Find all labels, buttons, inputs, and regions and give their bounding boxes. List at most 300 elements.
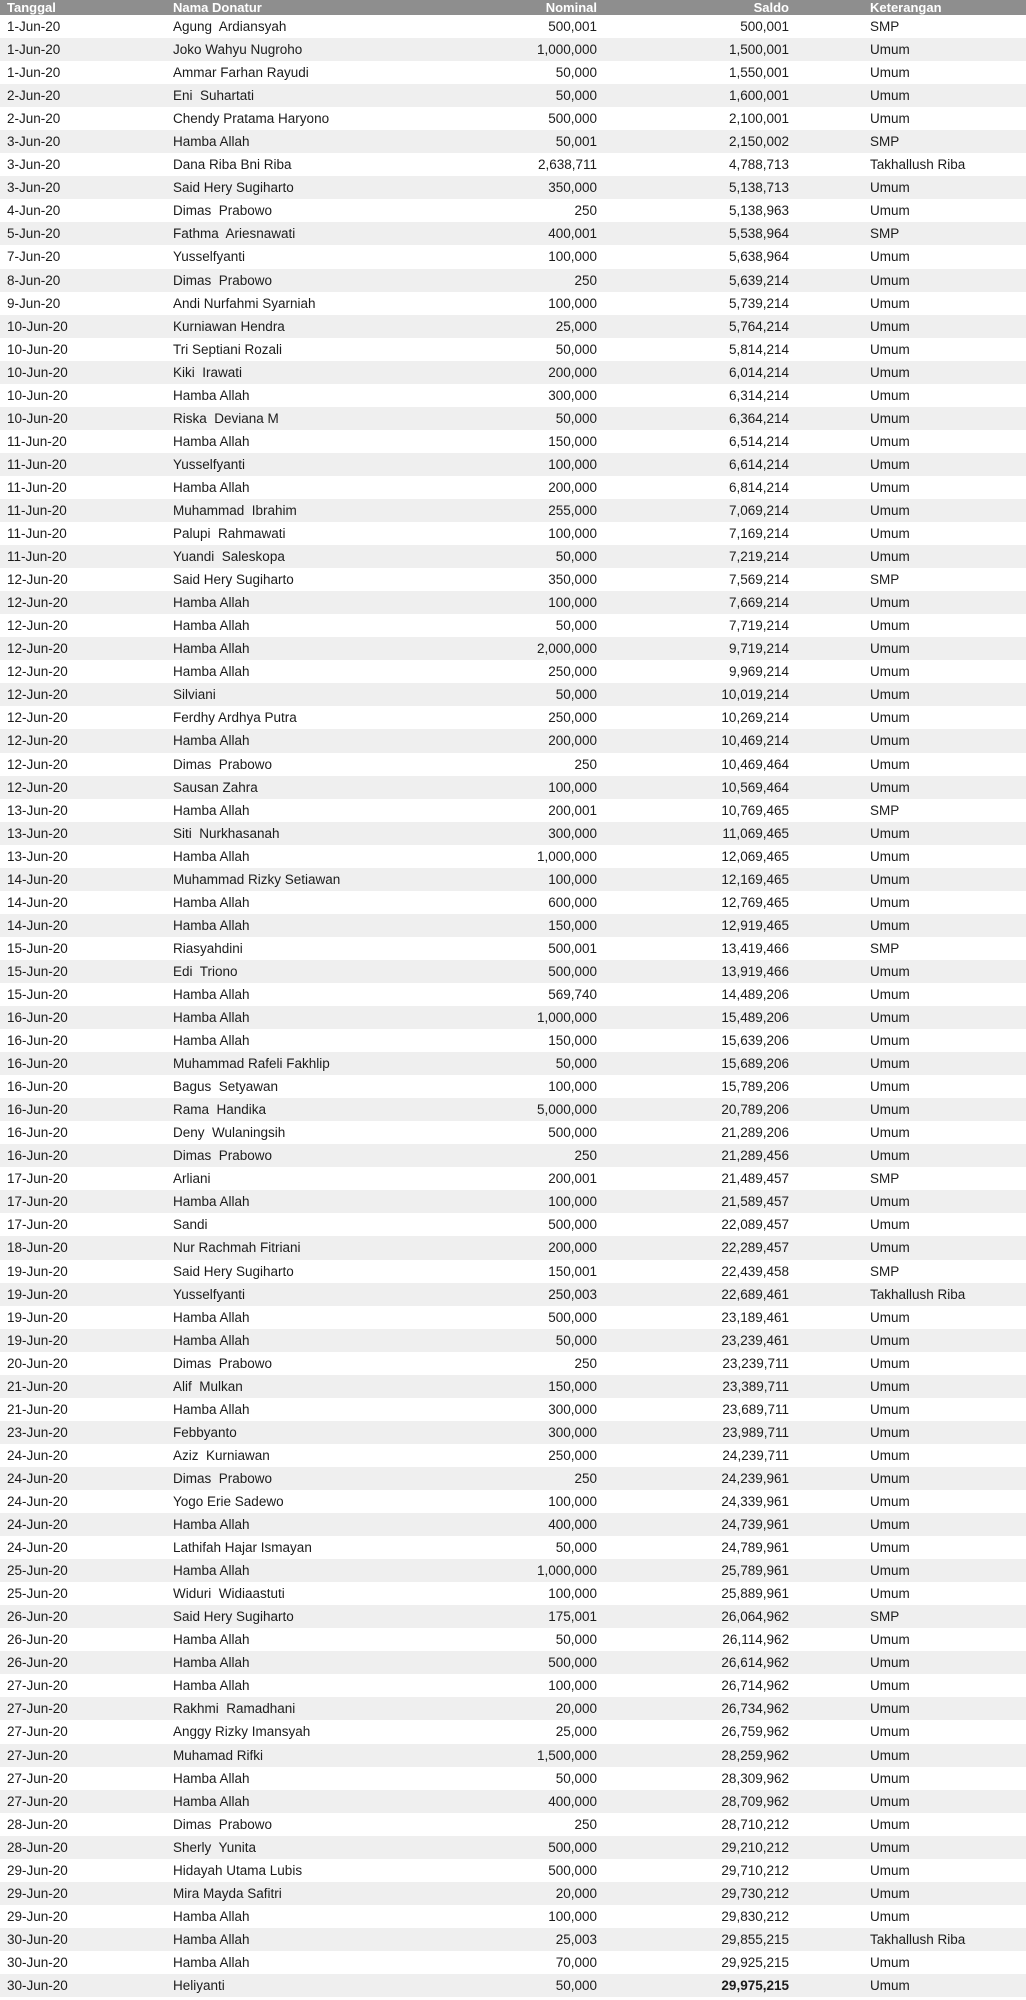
cell-nama: Hamba Allah: [173, 1770, 250, 1786]
cell-nominal: 20,000: [555, 1701, 597, 1717]
cell-keterangan: Umum: [870, 1148, 910, 1164]
cell-keterangan: Umum: [870, 387, 910, 403]
cell-saldo: 9,719,214: [728, 641, 789, 657]
table-row: [0, 1790, 1026, 1813]
cell-tanggal: 30-Jun-20: [7, 1954, 68, 1970]
cell-keterangan: SMP: [870, 572, 900, 588]
cell-saldo: 22,689,461: [721, 1286, 789, 1302]
cell-nama: Fathma Ariesnawati: [173, 226, 296, 242]
cell-nominal: 20,000: [555, 1885, 597, 1901]
cell-tanggal: 25-Jun-20: [7, 1563, 68, 1579]
cell-saldo: 9,969,214: [728, 664, 789, 680]
cell-tanggal: 12-Jun-20: [7, 733, 68, 749]
table-row: [0, 1306, 1026, 1329]
cell-tanggal: 2-Jun-20: [7, 111, 61, 127]
cell-saldo: 6,014,214: [728, 364, 789, 380]
cell-nama: Dimas Prabowo: [173, 1148, 273, 1164]
cell-saldo: 24,739,961: [721, 1517, 789, 1533]
cell-keterangan: Umum: [870, 1309, 910, 1325]
cell-tanggal: 28-Jun-20: [7, 1816, 68, 1832]
cell-tanggal: 24-Jun-20: [7, 1447, 68, 1463]
table-row: [0, 384, 1026, 407]
cell-nama: Hamba Allah: [173, 986, 250, 1002]
cell-nominal: 50,000: [555, 1632, 597, 1648]
table-row: [0, 1559, 1026, 1582]
cell-nama: Kurniawan Hendra: [173, 318, 285, 334]
cell-tanggal: 12-Jun-20: [7, 756, 68, 772]
table-row: [0, 776, 1026, 799]
cell-keterangan: Umum: [870, 1839, 910, 1855]
cell-nominal: 1,000,000: [536, 1563, 597, 1579]
cell-tanggal: 26-Jun-20: [7, 1632, 68, 1648]
cell-nominal: 100,000: [548, 1194, 597, 1210]
table-row: [0, 1720, 1026, 1743]
cell-tanggal: 11-Jun-20: [7, 526, 67, 542]
cell-tanggal: 24-Jun-20: [7, 1540, 68, 1556]
cell-saldo: 29,730,212: [721, 1885, 789, 1901]
cell-saldo: 26,714,962: [721, 1678, 789, 1694]
cell-saldo: 12,069,465: [721, 848, 789, 864]
table-row: [0, 1144, 1026, 1167]
cell-keterangan: Umum: [870, 733, 910, 749]
cell-tanggal: 10-Jun-20: [7, 387, 68, 403]
cell-nama: Yuandi Saleskopa: [173, 549, 285, 565]
cell-keterangan: Umum: [870, 848, 910, 864]
cell-nominal: 2,000,000: [536, 641, 597, 657]
cell-keterangan: Umum: [870, 710, 910, 726]
cell-keterangan: Umum: [870, 1056, 910, 1072]
cell-nama: Sherly Yunita: [173, 1839, 257, 1855]
cell-saldo: 24,239,961: [721, 1470, 789, 1486]
column-header-tanggal[interactable]: Tanggal: [0, 0, 165, 15]
cell-keterangan: Umum: [870, 1908, 910, 1924]
cell-keterangan: Umum: [870, 1240, 910, 1256]
cell-nama: Hamba Allah: [173, 664, 250, 680]
cell-tanggal: 24-Jun-20: [7, 1517, 68, 1533]
table-row: [0, 1329, 1026, 1352]
cell-saldo: 21,489,457: [721, 1171, 789, 1187]
cell-saldo: 15,639,206: [721, 1033, 789, 1049]
cell-keterangan: Umum: [870, 433, 910, 449]
cell-tanggal: 12-Jun-20: [7, 595, 68, 611]
table-row: [0, 1283, 1026, 1306]
cell-nominal: 50,000: [555, 341, 597, 357]
cell-nominal: 100,000: [548, 249, 597, 265]
cell-tanggal: 14-Jun-20: [7, 871, 68, 887]
cell-tanggal: 18-Jun-20: [7, 1240, 68, 1256]
table-row: [0, 1767, 1026, 1790]
cell-nominal: 100,000: [548, 1586, 597, 1602]
cell-keterangan: Umum: [870, 549, 910, 565]
cell-nama: Ammar Farhan Rayudi: [173, 65, 309, 81]
table-row: [0, 1375, 1026, 1398]
cell-nama: Nur Rachmah Fitriani: [173, 1240, 301, 1256]
cell-keterangan: Umum: [870, 1125, 910, 1141]
cell-tanggal: 17-Jun-20: [7, 1217, 68, 1233]
cell-saldo: 7,219,214: [728, 549, 789, 565]
cell-nominal: 300,000: [548, 825, 597, 841]
cell-keterangan: Umum: [870, 1977, 910, 1993]
cell-nominal: 100,000: [548, 1494, 597, 1509]
cell-keterangan: SMP: [870, 802, 900, 818]
cell-nominal: 200,001: [548, 1171, 597, 1187]
cell-saldo: 15,789,206: [721, 1079, 789, 1095]
cell-nama: Dimas Prabowo: [173, 1355, 273, 1371]
cell-tanggal: 27-Jun-20: [7, 1724, 68, 1740]
cell-tanggal: 3-Jun-20: [7, 180, 61, 196]
table-row: [0, 1490, 1026, 1513]
cell-saldo: 5,639,214: [728, 272, 789, 288]
cell-tanggal: 24-Jun-20: [7, 1470, 68, 1486]
cell-tanggal: 29-Jun-20: [7, 1862, 68, 1878]
cell-saldo: 22,439,458: [721, 1263, 789, 1279]
cell-nama: Said Hery Sugiharto: [173, 1263, 294, 1279]
table-row: [0, 614, 1026, 637]
cell-tanggal: 8-Jun-20: [7, 272, 61, 288]
cell-nama: Hamba Allah: [173, 1332, 250, 1348]
cell-keterangan: Umum: [870, 1424, 910, 1440]
cell-nama: Deny Wulaningsih: [173, 1125, 286, 1141]
table-row: [0, 1744, 1026, 1767]
cell-nominal: 50,000: [555, 687, 597, 703]
cell-nama: Muhammad Rafeli Fakhlip: [173, 1056, 330, 1072]
cell-nominal: 400,000: [548, 1793, 597, 1809]
cell-tanggal: 12-Jun-20: [7, 618, 68, 634]
cell-saldo: 1,600,001: [728, 88, 789, 104]
cell-saldo: 25,789,961: [721, 1563, 789, 1579]
table-row: [0, 729, 1026, 752]
table-row: [0, 407, 1026, 430]
cell-nominal: 569,740: [548, 986, 597, 1002]
table-row: [0, 453, 1026, 476]
cell-nama: Joko Wahyu Nugroho: [173, 42, 303, 58]
cell-saldo: 26,759,962: [721, 1724, 789, 1740]
cell-nominal: 5,000,000: [536, 1102, 597, 1118]
cell-saldo: 6,314,214: [728, 387, 789, 403]
cell-tanggal: 24-Jun-20: [7, 1494, 68, 1509]
cell-saldo: 7,719,214: [728, 618, 789, 634]
column-header-keterangan[interactable]: Keterangan: [797, 0, 1026, 15]
cell-nominal: 400,001: [548, 226, 597, 242]
cell-nominal: 500,001: [548, 19, 597, 34]
cell-nominal: 150,000: [548, 1033, 597, 1049]
cell-nama: Heliyanti: [173, 1977, 225, 1993]
cell-saldo: 29,975,215: [721, 1977, 789, 1993]
cell-saldo: 6,614,214: [728, 456, 789, 472]
cell-tanggal: 28-Jun-20: [7, 1839, 68, 1855]
cell-keterangan: Umum: [870, 1010, 910, 1026]
cell-nama: Hamba Allah: [173, 1655, 250, 1671]
cell-nama: Hamba Allah: [173, 894, 250, 910]
cell-tanggal: 27-Jun-20: [7, 1747, 68, 1763]
cell-saldo: 22,289,457: [721, 1240, 789, 1256]
cell-nominal: 150,000: [548, 917, 597, 933]
cell-tanggal: 12-Jun-20: [7, 572, 68, 588]
cell-nominal: 500,000: [548, 1655, 597, 1671]
cell-tanggal: 2-Jun-20: [7, 88, 61, 104]
cell-nominal: 200,000: [548, 733, 597, 749]
table-row: [0, 545, 1026, 568]
cell-saldo: 12,769,465: [721, 894, 789, 910]
cell-nama: Ferdhy Ardhya Putra: [173, 710, 297, 726]
cell-saldo: 6,814,214: [728, 479, 789, 495]
cell-nominal: 600,000: [548, 894, 597, 910]
cell-nama: Edi Triono: [173, 963, 238, 979]
cell-tanggal: 13-Jun-20: [7, 825, 68, 841]
cell-saldo: 21,589,457: [721, 1194, 789, 1210]
cell-nominal: 1,000,000: [536, 42, 597, 58]
cell-nama: Hamba Allah: [173, 618, 250, 634]
cell-saldo: 24,789,961: [721, 1540, 789, 1556]
cell-nama: Said Hery Sugiharto: [173, 1609, 294, 1625]
cell-tanggal: 15-Jun-20: [7, 986, 68, 1002]
cell-keterangan: Takhallush Riba: [870, 157, 966, 173]
cell-tanggal: 10-Jun-20: [7, 364, 68, 380]
cell-keterangan: Umum: [870, 526, 910, 542]
cell-nama: Hamba Allah: [173, 387, 250, 403]
cell-keterangan: Umum: [870, 203, 910, 219]
table-row: [0, 107, 1026, 130]
cell-saldo: 12,919,465: [721, 917, 789, 933]
cell-keterangan: Umum: [870, 410, 910, 426]
cell-tanggal: 12-Jun-20: [7, 641, 68, 657]
table-row: [0, 1260, 1026, 1283]
column-header-nama-donatur[interactable]: Nama Donatur: [165, 0, 428, 15]
cell-tanggal: 27-Jun-20: [7, 1793, 68, 1809]
cell-saldo: 6,514,214: [728, 433, 789, 449]
cell-keterangan: Umum: [870, 1079, 910, 1095]
column-header-saldo[interactable]: Saldo: [605, 0, 797, 15]
cell-nama: Rama Handika: [173, 1102, 267, 1118]
cell-keterangan: Umum: [870, 1632, 910, 1648]
cell-keterangan: Umum: [870, 1770, 910, 1786]
cell-tanggal: 17-Jun-20: [7, 1194, 68, 1210]
table-row: [0, 269, 1026, 292]
cell-tanggal: 11-Jun-20: [7, 549, 67, 565]
table-row: [0, 130, 1026, 153]
table-row: [0, 1651, 1026, 1674]
cell-tanggal: 11-Jun-20: [7, 479, 67, 495]
cell-nama: Hamba Allah: [173, 733, 250, 749]
cell-keterangan: Umum: [870, 664, 910, 680]
cell-saldo: 29,710,212: [721, 1862, 789, 1878]
cell-saldo: 29,925,215: [721, 1954, 789, 1970]
table-row: [0, 1582, 1026, 1605]
cell-tanggal: 9-Jun-20: [7, 295, 61, 311]
cell-nominal: 200,000: [548, 479, 597, 495]
cell-nominal: 250: [574, 1816, 597, 1832]
table-row: [0, 568, 1026, 591]
cell-saldo: 29,830,212: [721, 1908, 789, 1924]
cell-tanggal: 27-Jun-20: [7, 1701, 68, 1717]
cell-nominal: 250,000: [548, 664, 597, 680]
cell-tanggal: 30-Jun-20: [7, 1931, 68, 1947]
cell-nama: Sausan Zahra: [173, 779, 258, 795]
cell-nama: Hamba Allah: [173, 1954, 250, 1970]
cell-keterangan: Umum: [870, 1816, 910, 1832]
cell-saldo: 10,019,214: [721, 687, 789, 703]
table-row: [0, 591, 1026, 614]
cell-nominal: 500,000: [548, 963, 597, 979]
table-row: [0, 1859, 1026, 1882]
table-row: [0, 660, 1026, 683]
table-row: [0, 476, 1026, 499]
table-row: [0, 1121, 1026, 1144]
table-row: [0, 1075, 1026, 1098]
cell-tanggal: 27-Jun-20: [7, 1770, 68, 1786]
cell-tanggal: 29-Jun-20: [7, 1885, 68, 1901]
cell-tanggal: 16-Jun-20: [7, 1125, 68, 1141]
cell-nominal: 50,000: [555, 1770, 597, 1786]
cell-saldo: 11,069,465: [722, 825, 789, 841]
cell-keterangan: Umum: [870, 894, 910, 910]
table-row: [0, 891, 1026, 914]
cell-saldo: 15,489,206: [721, 1010, 789, 1026]
cell-saldo: 22,089,457: [721, 1217, 789, 1233]
cell-saldo: 23,389,711: [722, 1378, 789, 1394]
cell-keterangan: Umum: [870, 963, 910, 979]
cell-keterangan: Umum: [870, 871, 910, 887]
cell-nama: Hamba Allah: [173, 1793, 250, 1809]
cell-saldo: 1,500,001: [728, 42, 789, 58]
cell-saldo: 26,064,962: [721, 1609, 789, 1625]
cell-nominal: 500,000: [548, 1862, 597, 1878]
cell-keterangan: Umum: [870, 1470, 910, 1486]
cell-nominal: 100,000: [548, 595, 597, 611]
cell-keterangan: Umum: [870, 1332, 910, 1348]
cell-nominal: 500,001: [548, 940, 597, 956]
cell-saldo: 28,259,962: [721, 1747, 789, 1763]
cell-tanggal: 21-Jun-20: [7, 1378, 68, 1394]
cell-tanggal: 16-Jun-20: [7, 1102, 68, 1118]
table-row: [0, 1006, 1026, 1029]
table-row: [0, 1167, 1026, 1190]
cell-keterangan: Umum: [870, 111, 910, 127]
cell-keterangan: Umum: [870, 641, 910, 657]
table-row: [0, 1697, 1026, 1720]
cell-tanggal: 4-Jun-20: [7, 203, 61, 219]
table-row: [0, 1398, 1026, 1421]
cell-nama: Hamba Allah: [173, 1517, 250, 1533]
cell-tanggal: 11-Jun-20: [7, 502, 67, 518]
cell-tanggal: 26-Jun-20: [7, 1609, 68, 1625]
cell-nama: Hamba Allah: [173, 641, 250, 657]
cell-saldo: 10,569,464: [721, 779, 789, 795]
cell-saldo: 12,169,465: [721, 871, 789, 887]
cell-keterangan: Umum: [870, 1217, 910, 1233]
table-row: [0, 153, 1026, 176]
cell-nama: Hidayah Utama Lubis: [173, 1862, 303, 1878]
table-row: [0, 1513, 1026, 1536]
cell-nominal: 150,001: [548, 1263, 597, 1279]
cell-nama: Bagus Setyawan: [173, 1079, 279, 1095]
cell-keterangan: Umum: [870, 1701, 910, 1717]
cell-nominal: 250,000: [548, 1447, 597, 1463]
cell-nominal: 250: [574, 203, 597, 219]
cell-tanggal: 17-Jun-20: [7, 1171, 68, 1187]
cell-nominal: 50,000: [555, 1540, 597, 1556]
cell-keterangan: Umum: [870, 1447, 910, 1463]
table-row: [0, 1236, 1026, 1259]
cell-nominal: 100,000: [548, 295, 597, 311]
cell-nominal: 50,000: [555, 1977, 597, 1993]
column-header-nominal[interactable]: Nominal: [428, 0, 605, 15]
cell-keterangan: Umum: [870, 1586, 910, 1602]
cell-nama: Arliani: [173, 1171, 211, 1187]
cell-nama: Widuri Widiaastuti: [173, 1586, 285, 1602]
cell-keterangan: Umum: [870, 1540, 910, 1556]
table-row: [0, 1905, 1026, 1928]
cell-tanggal: 1-Jun-20: [7, 19, 61, 34]
cell-saldo: 23,239,461: [721, 1332, 789, 1348]
table-row: [0, 361, 1026, 384]
cell-keterangan: Umum: [870, 1033, 910, 1049]
table-row: [0, 868, 1026, 891]
cell-nominal: 150,000: [548, 433, 597, 449]
cell-nama: Hamba Allah: [173, 802, 250, 818]
cell-nama: Kiki Irawati: [173, 364, 243, 380]
cell-nama: Yusselfyanti: [173, 1286, 246, 1302]
table-row: [0, 683, 1026, 706]
cell-nominal: 100,000: [548, 456, 597, 472]
table-row: [0, 199, 1026, 222]
table-row: [0, 1536, 1026, 1559]
cell-nama: Chendy Pratama Haryono: [173, 111, 330, 127]
cell-tanggal: 3-Jun-20: [7, 157, 61, 173]
cell-keterangan: Umum: [870, 1655, 910, 1671]
cell-keterangan: Umum: [870, 756, 910, 772]
cell-saldo: 21,289,206: [721, 1125, 789, 1141]
cell-saldo: 15,689,206: [721, 1056, 789, 1072]
cell-nominal: 350,000: [548, 180, 597, 196]
cell-saldo: 28,309,962: [721, 1770, 789, 1786]
cell-nama: Riska Deviana M: [173, 410, 279, 426]
cell-keterangan: Umum: [870, 917, 910, 933]
cell-saldo: 25,889,961: [721, 1586, 789, 1602]
cell-tanggal: 10-Jun-20: [7, 410, 68, 426]
cell-tanggal: 13-Jun-20: [7, 848, 68, 864]
cell-keterangan: Umum: [870, 295, 910, 311]
cell-tanggal: 15-Jun-20: [7, 940, 68, 956]
cell-tanggal: 5-Jun-20: [7, 226, 61, 242]
cell-keterangan: Umum: [870, 1102, 910, 1118]
cell-nama: Said Hery Sugiharto: [173, 572, 294, 588]
cell-nominal: 500,000: [548, 1839, 597, 1855]
cell-tanggal: 20-Jun-20: [7, 1355, 68, 1371]
cell-saldo: 29,855,215: [721, 1931, 789, 1947]
table-row: [0, 522, 1026, 545]
cell-saldo: 28,709,962: [721, 1793, 789, 1809]
cell-saldo: 5,538,964: [728, 226, 789, 242]
cell-nama: Hamba Allah: [173, 1678, 250, 1694]
cell-keterangan: Umum: [870, 456, 910, 472]
table-row: [0, 1052, 1026, 1075]
cell-nama: Eni Suhartati: [173, 88, 255, 104]
cell-tanggal: 10-Jun-20: [7, 318, 68, 334]
table-row: [0, 176, 1026, 199]
cell-nama: Hamba Allah: [173, 1309, 250, 1325]
cell-keterangan: Umum: [870, 249, 910, 265]
cell-nominal: 350,000: [548, 572, 597, 588]
table-row: [0, 1836, 1026, 1859]
cell-nama: Dana Riba Bni Riba: [173, 157, 292, 173]
cell-nominal: 250: [574, 1148, 597, 1164]
cell-nominal: 25,000: [555, 1724, 597, 1740]
cell-nama: Anggy Rizky Imansyah: [173, 1724, 311, 1740]
table-row: [0, 1029, 1026, 1052]
table-row: [0, 845, 1026, 868]
cell-tanggal: 16-Jun-20: [7, 1033, 68, 1049]
